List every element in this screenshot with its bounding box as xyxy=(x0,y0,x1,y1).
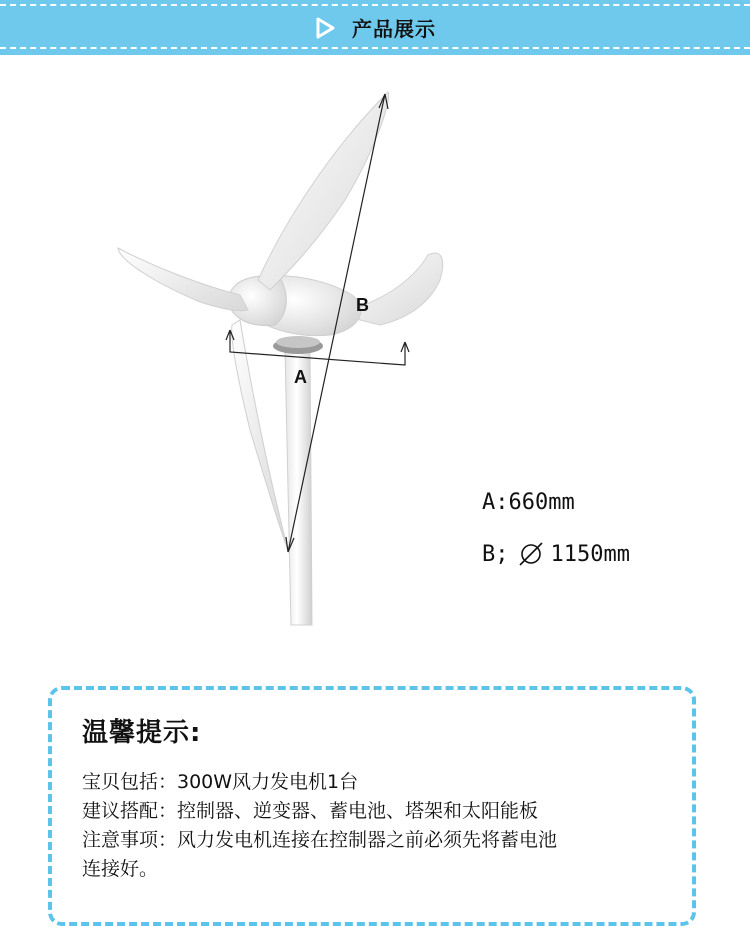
turbine-blade-left xyxy=(118,248,248,311)
dimension-b-prefix: B; xyxy=(482,541,509,567)
dimension-a-text: A:660mm xyxy=(482,490,575,515)
tips-line: 宝贝包括：300W风力发电机1台 xyxy=(82,771,359,793)
header-title-group xyxy=(0,0,750,55)
dimension-b-value: 1150mm xyxy=(550,541,630,567)
header-bar xyxy=(0,0,750,55)
wind-turbine-image xyxy=(90,80,470,640)
diameter-icon xyxy=(517,540,545,568)
turbine-pole xyxy=(285,350,312,625)
tips-title: 温馨提示: xyxy=(82,718,202,748)
turbine-blade-upper xyxy=(258,92,389,290)
dimension-b-row xyxy=(482,540,630,568)
tips-line: 建议搭配：控制器、逆变器、蓄电池、塔架和太阳能板 xyxy=(82,800,539,822)
tips-line: 连接好。 xyxy=(82,858,159,880)
section-title: 产品展示 xyxy=(352,17,436,41)
play-triangle-icon xyxy=(314,17,336,39)
tips-line: 注意事项：风力发电机连接在控制器之前必须先将蓄电池 xyxy=(82,829,558,851)
turbine-label-b: B xyxy=(356,295,369,315)
tips-content xyxy=(82,768,692,884)
turbine-label-a: A xyxy=(294,367,307,387)
